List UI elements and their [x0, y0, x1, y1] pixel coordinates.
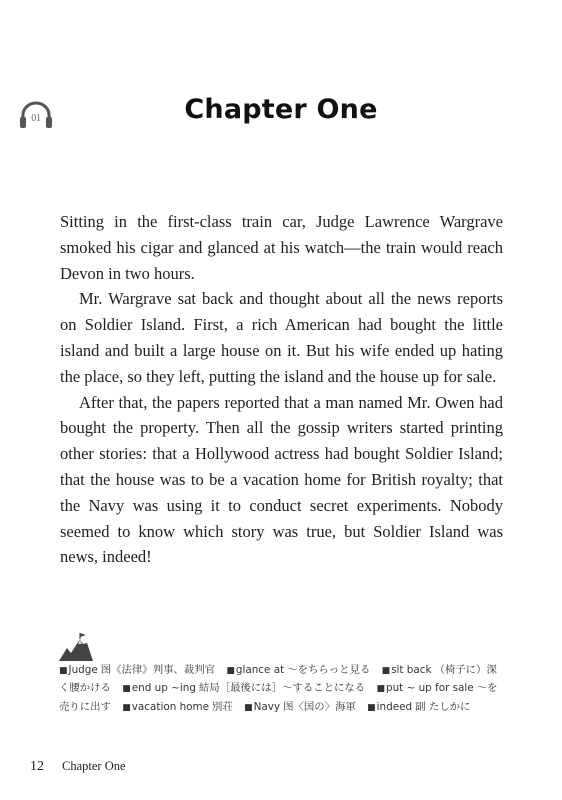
glossary-term: Judge [68, 664, 98, 676]
glossary-term: put ~ up for sale [386, 682, 474, 695]
glossary-definition: 图〈国の〉海軍 [283, 700, 356, 713]
glossary-definition: 图《法律》判事、裁判官 [100, 664, 216, 676]
glossary-term: Navy [253, 700, 281, 713]
glossary-item [122, 701, 233, 713]
glossary-definition: 別荘 [212, 700, 233, 713]
glossary-term: vacation home [131, 700, 210, 713]
vocabulary-glossary [59, 662, 505, 717]
paragraph-2: Mr. Wargrave sat back and thought about all the news reports on Soldier Island. First, a rich American had bought the little island and built a large house on it. But his wife ended up hating the place, so they left, putting the island and the house up for sale. [60, 289, 503, 386]
chapter-title: Chapter One [184, 94, 378, 125]
glossary-item [122, 682, 365, 694]
mountain-flag-icon [58, 632, 94, 662]
glossary-item [244, 701, 356, 713]
paragraph-3: After that, the papers reported that a man named Mr. Owen had bought the property. Then all the gossip writers started printing other stories: that a Hollywood actress had bought Soldier Island; that the house was to be a vacation home for British royalty; that the Navy was using it to conduct secret experiments. Nobody seemed to know which story was true, but Soldier Island was news, indeed! [60, 392, 503, 567]
glossary-term: indeed [376, 700, 413, 713]
glossary-item [59, 664, 215, 676]
page-number: 12 [30, 759, 44, 774]
glossary-definition: ～を売りに出す [59, 682, 498, 713]
glossary-definition: 副 たしかに [415, 700, 471, 713]
glossary-term: glance at [235, 664, 285, 676]
audio-track-number: 01 [31, 113, 41, 124]
story-text [60, 209, 503, 570]
glossary-term: end up ~ing [131, 682, 196, 695]
glossary-item [226, 664, 370, 676]
glossary-item [367, 701, 470, 713]
glossary-definition: 結局［最後には］～することになる [198, 682, 366, 695]
page-footer [30, 757, 126, 775]
paragraph-1: Sitting in the first-class train car, Judge Lawrence Wargrave smoked his cigar and glanced at his watch—the train would reach Devon in two hours. [60, 212, 503, 283]
glossary-term: sit back [391, 664, 432, 676]
glossary-definition: ～をちらっと見る [287, 664, 371, 676]
glossary-definition: （椅子に）深く腰かける [59, 664, 497, 695]
running-head: Chapter One [62, 759, 126, 773]
